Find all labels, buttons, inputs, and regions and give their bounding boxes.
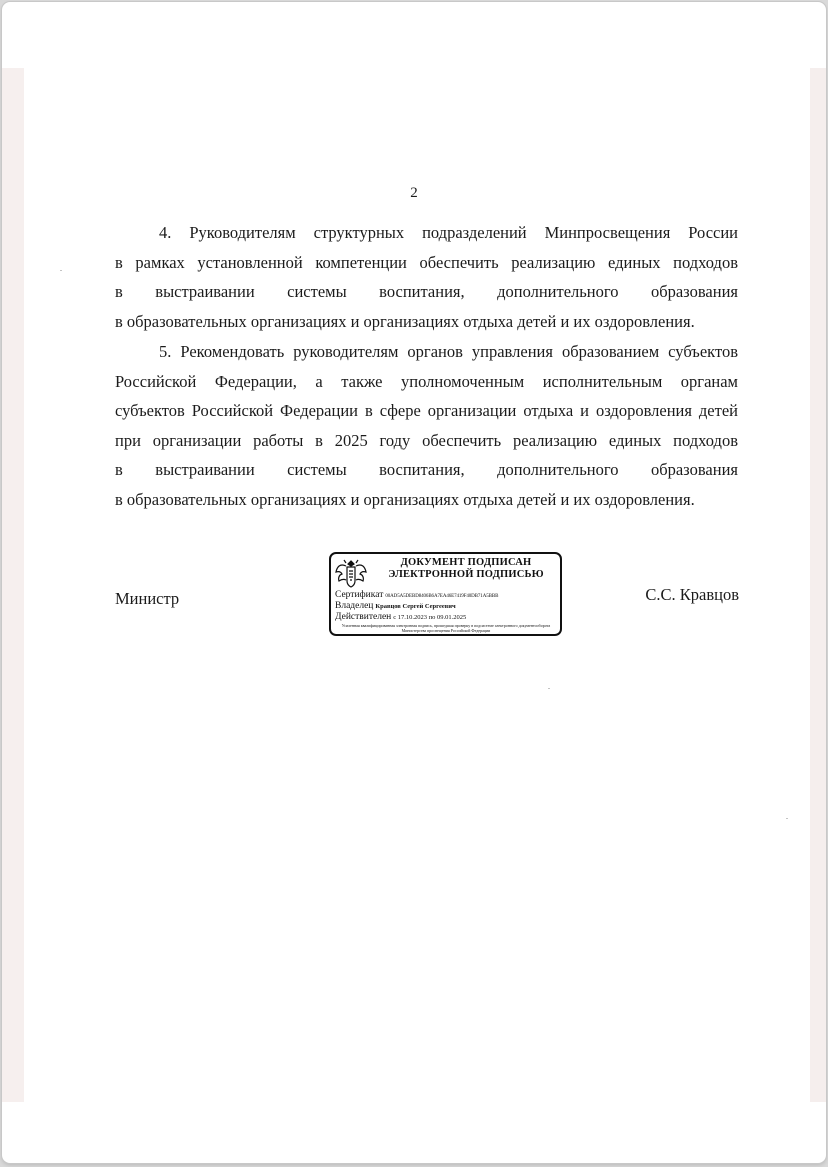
scan-speck [548,688,550,689]
paragraph-4 [115,218,738,336]
paragraph-line: в образовательных организациях и организациях отдыха детей и их оздоровления. [115,311,695,331]
stamp-owner-label: Владелец [335,601,374,611]
stamp-heading-line-1: ДОКУМЕНТ ПОДПИСАН [400,557,532,568]
scan-speck [60,270,62,271]
stamp-footnote: Усиленная квалифицированная электронная подпись, прошедшая проверку в подсистеме электронного документооборота Министерства просвещения Российской Федерации [341,623,551,633]
paragraph-line: 5. Рекомендовать руководителям органов управления образованием субъектов [159,342,738,361]
scan-speck [786,818,788,819]
stamp-owner-row [335,601,456,612]
paragraph-line: в рамках установленной компетенции обеспечить реализацию единых подходов [115,252,738,272]
paragraph-line: в выстраивании системы воспитания, дополнительного образования [115,282,738,301]
stamp-validity-row [335,612,466,623]
coat-of-arms-icon [334,557,368,589]
signatory-role: Министр [115,589,180,608]
page-edge-right [808,68,826,1102]
stamp-certificate-label: Сертификат [335,590,384,600]
page-edge-left [2,68,24,1102]
paragraph-line: Российской Федерации, а также уполномоченным исполнительным органам [115,371,738,391]
signatory-name: С.С. Кравцов [645,585,739,604]
paragraph-line: в выстраивании системы воспитания, дополнительного образования [115,460,738,479]
stamp-heading-line-2: ЭЛЕКТРОННОЙ ПОДПИСЬЮ [388,569,544,580]
stamp-validity-value: с 17.10.2023 по 09.01.2025 [393,614,467,621]
paragraph-line: 4. Руководителям структурных подразделений Минпросвещения России [159,223,738,242]
stamp-certificate-value: 00AD5A5DEBD8406B6A7EA46E7419F40DB71A5BBB [385,594,499,599]
electronic-signature-stamp [329,552,562,636]
page-number: 2 [410,185,418,201]
stamp-validity-label: Действителен [335,612,392,622]
stamp-owner-value: Кравцов Сергей Сергеевич [375,603,456,610]
paragraph-line: в образовательных организациях и организациях отдыха детей и их оздоровления. [115,489,695,509]
paragraph-5 [115,337,738,514]
paragraph-line: при организации работы в 2025 году обеспечить реализацию единых подходов [115,430,738,450]
paragraph-line: субъектов Российской Федерации в сфере организации отдыха и оздоровления детей [115,401,738,420]
